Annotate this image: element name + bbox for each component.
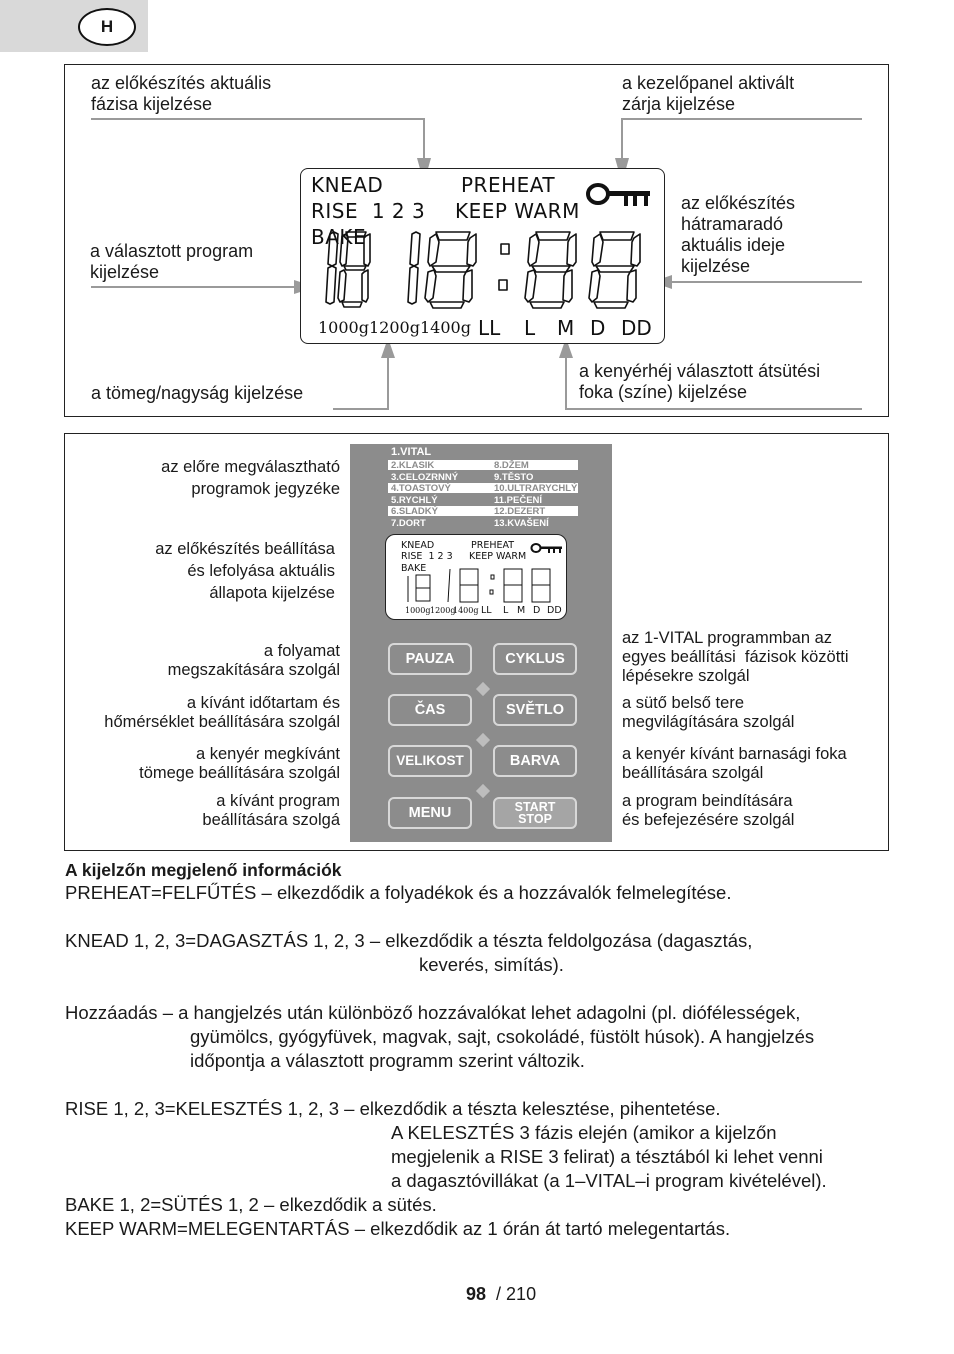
text-rise-cont: a dagasztóvillákat (a 1–VITAL–i program kivételével). <box>391 1170 827 1191</box>
lcd-crust-l: L <box>524 316 536 340</box>
lcd-crust-dd: DD <box>621 316 652 340</box>
label-pauza <box>70 642 340 680</box>
lcd-knead: KNEAD <box>311 173 384 197</box>
label-status-display <box>70 540 335 603</box>
lcd-digits <box>318 228 658 312</box>
mini-crust-dd: DD <box>547 605 562 616</box>
label-line: hőmérséklet beállítására szolgál <box>104 713 340 731</box>
lcd-keep-warm: KEEP WARM <box>455 199 580 223</box>
stop-label: STOP <box>518 812 552 826</box>
text-rise-cont: megjelenik a RISE 3 felirat) a tésztából ki lehet venni <box>391 1146 823 1167</box>
mini-lcd-digits <box>404 566 562 606</box>
label-line: és befejezésére szolgál <box>622 811 795 829</box>
program-item: 6.SLADKÝ <box>391 506 438 517</box>
label-line: lépésekre szolgál <box>622 667 750 685</box>
lcd-preheat: PREHEAT <box>461 173 556 197</box>
label-svetlo <box>622 694 884 732</box>
label-weight: a tömeg/nagyság kijelzése <box>91 383 304 403</box>
mini-keep-warm: KEEP WARM <box>469 551 527 562</box>
lcd-crust-m: M <box>557 316 575 340</box>
program-item: 11.PEČENÍ <box>494 494 543 506</box>
program-list-right <box>494 460 577 529</box>
program-item: 12.DEZERT <box>494 506 546 517</box>
text-keep-warm: KEEP WARM=MELEGENTARTÁS – elkezdődik az 1 órán át tartó melegentartás. <box>65 1218 731 1239</box>
label-line: egyes beállítási fázisok közötti <box>622 648 849 666</box>
program-list-left <box>391 460 458 529</box>
page-number <box>466 1284 536 1305</box>
pauza-button[interactable]: PAUZA <box>388 643 472 675</box>
text-knead: KNEAD 1, 2, 3=DAGASZTÁS 1, 2, 3 – elkezdődik a tészta feldolgozása (dagasztás, <box>65 930 753 951</box>
mini-crust-l: L <box>503 605 509 616</box>
menu-button[interactable]: MENU <box>388 797 472 829</box>
program-item: 9.TĚSTO <box>494 471 534 483</box>
label-line: a sütő belső tere <box>622 694 744 712</box>
cyklus-button[interactable]: CYKLUS <box>493 643 577 675</box>
label-line: a kenyér megkívánt <box>196 745 340 763</box>
program-item: 3.CELOZRNNÝ <box>391 471 459 483</box>
program-item: 4.TOASTOVÝ <box>391 483 451 494</box>
label-time-line: az előkészítés <box>681 193 796 213</box>
text-hozzaadas: Hozzáadás – a hangjelzés után különböző hozzávalókat lehet adagolni (pl. diófélességek, <box>65 1002 801 1023</box>
page-current: 98 <box>466 1284 487 1304</box>
mini-rise: RISE 1 2 3 <box>401 551 453 562</box>
lcd-weight-1200: 1200g <box>369 318 420 337</box>
velikost-button[interactable]: VELIKOST <box>388 745 472 777</box>
label-line: programok jegyzéke <box>191 480 340 498</box>
label-line: és lefolyása aktuális <box>187 562 335 580</box>
label-program-line: a választott program <box>90 241 254 261</box>
mini-bake: BAKE <box>401 563 427 574</box>
program-item: 7.DORT <box>391 517 426 529</box>
label-crust-line: a kenyérhéj választott átsütési <box>579 361 821 381</box>
mini-weight-1200: 1200g <box>430 606 456 615</box>
label-line: az 1-VITAL programmban az <box>622 629 833 647</box>
mini-crust-d: D <box>533 605 541 616</box>
label-barva <box>622 745 884 783</box>
program-item: 5.RYCHLÝ <box>391 494 438 506</box>
text-rise: RISE 1, 2, 3=KELESZTÉS 1, 2, 3 – elkezdődik a tészta kelesztése, pihentetése. <box>65 1098 721 1119</box>
section-heading: A kijelzőn megjelenő információk <box>65 860 342 880</box>
label-line: a program beindítására <box>622 792 793 810</box>
start-label: START <box>514 800 556 814</box>
lcd-crust-ll: LL <box>478 316 501 340</box>
label-cyklus <box>622 629 884 686</box>
start-stop-button[interactable] <box>493 797 577 829</box>
lcd-rise: RISE 1 2 3 <box>311 199 426 223</box>
label-lock-line: a kezelőpanel aktivált <box>622 73 795 93</box>
lcd-bake: BAKE <box>311 225 367 249</box>
label-menu <box>70 792 340 830</box>
text-preheat: PREHEAT=FELFŰTÉS – elkezdődik a folyadékok és a hozzávalók felmelegítése. <box>65 882 732 903</box>
mini-key-icon <box>530 541 564 555</box>
program-item: 8.DŽEM <box>494 460 529 471</box>
label-line: a kívánt program <box>216 792 340 810</box>
label-phase-line: az előkészítés aktuális <box>91 73 272 93</box>
text-hozzaadas-cont: időpontja a választott programm szerint változik. <box>190 1050 585 1071</box>
label-velikost <box>70 745 340 783</box>
label-time-line: aktuális ideje <box>681 235 786 255</box>
lcd-weight-1400: 1400g <box>420 318 471 337</box>
label-start-stop <box>622 792 884 830</box>
lcd-crust-d: D <box>590 316 606 340</box>
mini-weight-1400: 1400g <box>453 606 479 615</box>
label-cas <box>70 694 340 732</box>
program-item: 10.ULTRARYCHLÝ <box>494 483 578 494</box>
label-lock-line: zárja kijelzése <box>622 94 736 114</box>
label-line: állapota kijelzése <box>209 584 335 602</box>
lcd-weight-1000: 1000g <box>318 318 369 337</box>
label-program-line: kijelzése <box>90 262 160 282</box>
mini-knead: KNEAD <box>401 540 435 551</box>
label-line: az előkészítés beállítása <box>155 540 335 558</box>
program-vital: 1.VITAL <box>391 446 432 458</box>
label-line: a folyamat <box>263 642 340 660</box>
label-line: beállítására szolgál <box>622 764 764 782</box>
label-phase-line: fázisa kijelzése <box>91 94 213 114</box>
language-badge: H <box>78 8 136 46</box>
label-time-line: hátramaradó <box>681 214 784 234</box>
text-knead-cont: keverés, simítás). <box>419 954 564 975</box>
cas-button[interactable]: ČAS <box>388 694 472 726</box>
label-time-line: kijelzése <box>681 256 751 276</box>
key-icon <box>585 180 655 210</box>
mini-weight-1000: 1000g <box>405 606 431 615</box>
svetlo-button[interactable]: SVĚTLO <box>493 694 577 726</box>
text-hozzaadas-cont: gyümölcs, gyógyfüvek, magvak, sajt, csokoládé, füstölt húsok). A hangjelzés <box>190 1026 815 1047</box>
label-program-list <box>70 458 340 499</box>
text-bake: BAKE 1, 2=SÜTÉS 1, 2 – elkezdődik a sütés. <box>65 1194 437 1215</box>
label-line: megvilágítására szolgál <box>622 713 795 731</box>
program-item: 13.KVAŠENÍ <box>494 517 549 529</box>
mini-preheat: PREHEAT <box>471 540 515 551</box>
program-item: 2.KLASIK <box>391 460 435 471</box>
label-line: tömege beállítására szolgál <box>139 764 340 782</box>
label-line: az előre megválasztható <box>161 458 340 476</box>
mini-crust-ll: LL <box>481 605 492 616</box>
label-line: beállítására szolgá <box>202 811 340 829</box>
mini-crust-m: M <box>517 605 526 616</box>
page-total: / 210 <box>496 1284 537 1304</box>
barva-button[interactable]: BARVA <box>493 745 577 777</box>
label-crust-line: foka (színe) kijelzése <box>579 382 748 402</box>
text-rise-cont: A KELESZTÉS 3 fázis elején (amikor a kijelzőn <box>391 1122 777 1143</box>
label-line: megszakítására szolgál <box>167 661 340 679</box>
label-line: a kenyér kívánt barnasági foka <box>622 745 847 763</box>
label-line: a kívánt időtartam és <box>186 694 340 712</box>
